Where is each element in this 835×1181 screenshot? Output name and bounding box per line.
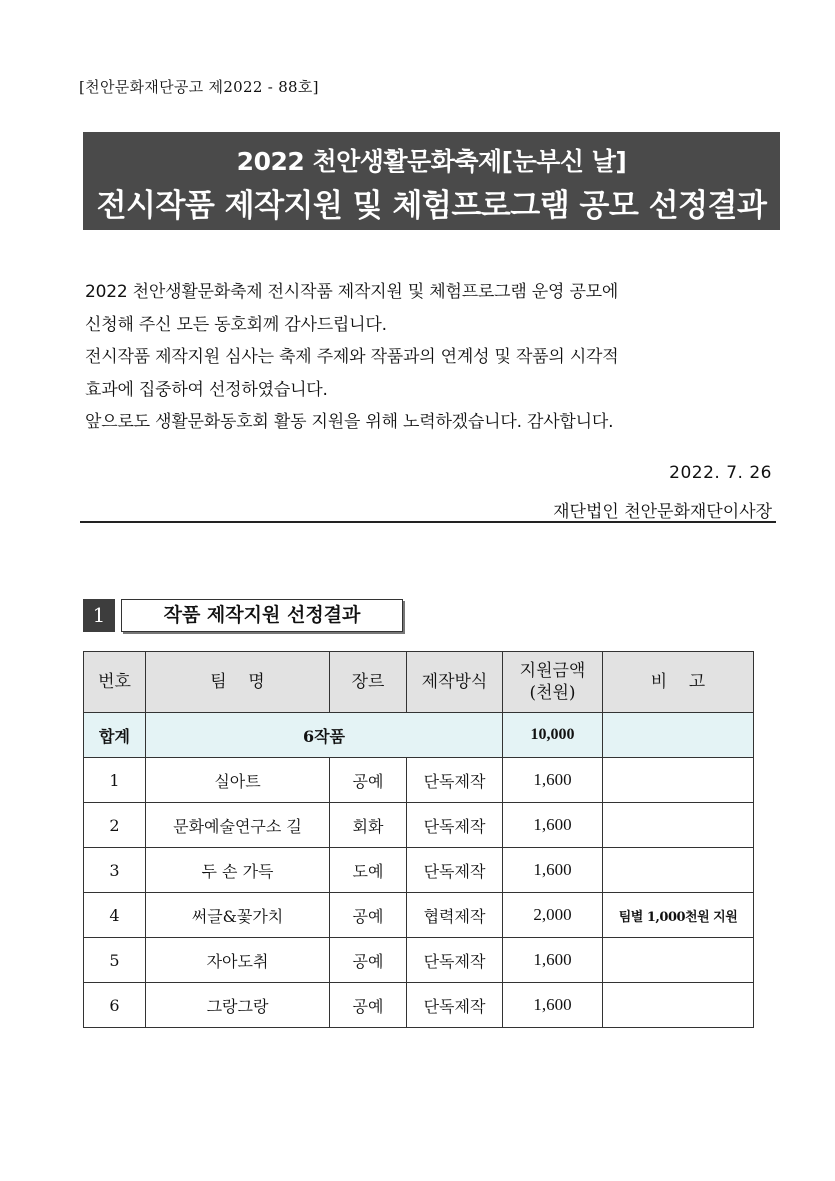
header-amount-line1: 지원금액 — [519, 661, 586, 681]
cell-team: 자아도취 — [146, 938, 330, 983]
header-team: 팀 명 — [146, 652, 330, 713]
header-amount-line2: (천원) — [529, 683, 576, 703]
page-title-line2: 전시작품 제작지원 및 체험프로그램 공모 선정결과 — [96, 188, 767, 224]
section-number: 1 — [83, 599, 115, 632]
section-title: 작품 제작지원 선정결과 — [121, 599, 403, 632]
cell-genre: 공예 — [330, 893, 407, 938]
header-amount — [503, 652, 603, 713]
cell-team: 문화예술연구소 길 — [146, 803, 330, 848]
cell-method: 단독제작 — [407, 938, 503, 983]
table-row — [84, 848, 754, 893]
header-no: 번호 — [84, 652, 146, 713]
cell-note — [603, 803, 754, 848]
cell-genre: 공예 — [330, 983, 407, 1028]
total-amount: 10,000 — [503, 713, 603, 758]
cell-team: 써글&꽃가치 — [146, 893, 330, 938]
cell-genre: 공예 — [330, 938, 407, 983]
cell-genre: 회화 — [330, 803, 407, 848]
notice-id: [천안문화재단공고 제2022 - 88호] — [79, 78, 319, 96]
total-works: 6작품 — [146, 713, 503, 758]
header-note: 비 고 — [603, 652, 754, 713]
intro-line: 효과에 집중하여 선정하였습니다. — [85, 379, 328, 400]
table-row — [84, 983, 754, 1028]
cell-genre: 도예 — [330, 848, 407, 893]
cell-no: 2 — [84, 803, 146, 848]
cell-method: 단독제작 — [407, 803, 503, 848]
table-row — [84, 803, 754, 848]
intro-line: 2022 천안생활문화축제 전시작품 제작지원 및 체험프로그램 운영 공모에 — [85, 282, 619, 302]
cell-team: 두 손 가득 — [146, 848, 330, 893]
table-row — [84, 893, 754, 938]
table-row — [84, 758, 754, 803]
divider — [80, 521, 776, 523]
cell-no: 1 — [84, 758, 146, 803]
table-total-row — [84, 713, 754, 758]
cell-note — [603, 983, 754, 1028]
cell-note — [603, 758, 754, 803]
cell-team: 실아트 — [146, 758, 330, 803]
cell-amount: 1,600 — [503, 848, 603, 893]
cell-amount: 1,600 — [503, 983, 603, 1028]
title-banner — [83, 132, 780, 230]
cell-amount: 1,600 — [503, 938, 603, 983]
intro-line: 앞으로도 생활문화동호회 활동 지원을 위해 노력하겠습니다. 감사합니다. — [85, 412, 614, 432]
cell-amount: 1,600 — [503, 758, 603, 803]
cell-no: 6 — [84, 983, 146, 1028]
cell-method: 단독제작 — [407, 983, 503, 1028]
cell-note: 팀별 1,000천원 지원 — [603, 893, 754, 938]
page-title-line1: 2022 천안생활문화축제[눈부신 날] — [236, 147, 627, 176]
cell-genre: 공예 — [330, 758, 407, 803]
header-method: 제작방식 — [407, 652, 503, 713]
results-table — [83, 651, 754, 1028]
cell-method: 협력제작 — [407, 893, 503, 938]
table-header-row — [84, 652, 754, 713]
cell-team: 그랑그랑 — [146, 983, 330, 1028]
cell-amount: 1,600 — [503, 803, 603, 848]
header-genre: 장르 — [330, 652, 407, 713]
table-row — [84, 938, 754, 983]
issuer: 재단법인 천안문화재단이사장 — [553, 502, 772, 522]
intro-text — [85, 276, 775, 439]
notice-date: 2022. 7. 26 — [669, 463, 772, 483]
cell-no: 4 — [84, 893, 146, 938]
total-note — [603, 713, 754, 758]
cell-note — [603, 848, 754, 893]
cell-method: 단독제작 — [407, 758, 503, 803]
total-label: 합계 — [84, 713, 146, 758]
cell-method: 단독제작 — [407, 848, 503, 893]
intro-line: 신청해 주신 모든 동호회께 감사드립니다. — [85, 314, 387, 335]
intro-line: 전시작품 제작지원 심사는 축제 주제와 작품과의 연계성 및 작품의 시각적 — [85, 347, 619, 367]
cell-no: 3 — [84, 848, 146, 893]
cell-no: 5 — [84, 938, 146, 983]
cell-note — [603, 938, 754, 983]
cell-amount: 2,000 — [503, 893, 603, 938]
